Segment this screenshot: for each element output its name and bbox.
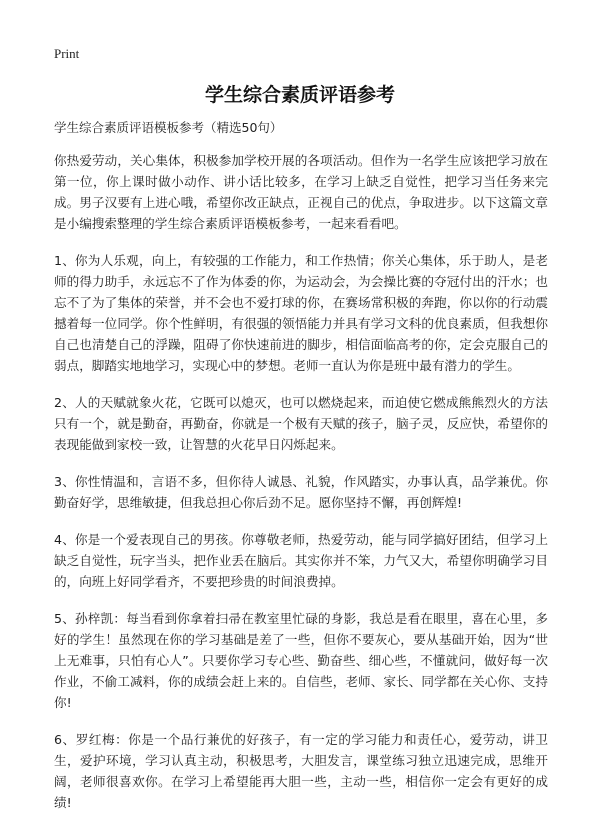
paragraph-item-1: 1、你为人乐观，向上，有较强的工作能力，和工作热情；你关心集体，乐于助人，是老师的得力助手，永远忘不了作为体委的你，为运动会，为会操比赛的夺冠付出的汗水；也忘不了为了集体的荣誉，并不会也不爱打球的你，在赛场常积极的奔跑，你以你的行动震撼着每一位同学。你个性鲜明，有很强的领悟能力并具有学习文科的优良素质，但我想你自己也清楚自己的浮躁，阻碍了你快速前进的脚步，相信面临高考的你，定会克服自己的弱点，脚踏实地地学习，实现心中的梦想。老师一直认为你是班中最有潜力的学生。 — [54, 253, 548, 373]
paragraph-item-4: 4、你是一个爱表现自己的男孩。你尊敬老师，热爱劳动，能与同学搞好团结，但学习上缺乏自觉性，玩字当头，把作业丢在脑后。其实你并不笨，力气又大，希望你明确学习目的，向班上好同学看齐，不要把珍贵的时间浪费掉。 — [54, 532, 548, 589]
paragraph-item-5: 5、孙梓凯：每当看到你拿着扫帚在教室里忙碌的身影，我总是看在眼里，喜在心里，多好的学生！虽然现在你的学习基础是差了一些，但你不要灰心，要从基础开始，因为“世上无难事，只怕有心人”。只要你学习专心些、勤奋些、细心些，不懂就问，做好每一次作业，不偷工减料，你的成绩会赶上来的。自信些，老师、家长、同学都在关心你、支持你! — [54, 611, 548, 710]
print-link[interactable]: Print — [54, 46, 80, 61]
paragraph-intro: 你热爱劳动，关心集体，积极参加学校开展的各项活动。但作为一名学生应该把学习放在第一位，你上课时做小动作、讲小话比较多，在学习上缺乏自觉性，把学习当任务来完成。男子汉要有上进心哦，希望你改正缺点，正视自己的优点，争取进步。以下这篇文章是小编搜索整理的学生综合素质评语模板参考，一起来看看吧。 — [54, 153, 548, 231]
article-body — [54, 150, 548, 829]
page-title: 学生综合素质评语参考 — [204, 84, 395, 106]
document-subtitle: 学生综合素质评语模板参考（精选50句） — [54, 120, 283, 135]
paragraph-item-3: 3、你性情温和，言语不多，但你待人诚恳、礼貌，作风踏实，办事认真，品学兼优。你勤奋好学，思维敏捷，但我总担心你后劲不足。愿你坚持不懈，再创辉煌! — [54, 474, 548, 510]
paragraph-item-2: 2、人的天赋就象火花，它既可以熄灭，也可以燃烧起来，而迫使它燃成熊熊烈火的方法只有一个，就是勤奋，再勤奋，你就是一个极有天赋的孩子，脑子灵，反应快，希望你的表现能做到家校一致，让智慧的火花早日闪烁起来。 — [54, 395, 548, 452]
paragraph-item-6: 6、罗红梅：你是一个品行兼优的好孩子，有一定的学习能力和责任心，爱劳动，讲卫生，爱护环境，学习认真主动，积极思考，大胆发言，课堂练习独立迅速完成，思维开阔，老师很喜欢你。在学习上希望能再大胆一些，主动一些，相信你一定会有更好的成绩! — [54, 732, 548, 810]
